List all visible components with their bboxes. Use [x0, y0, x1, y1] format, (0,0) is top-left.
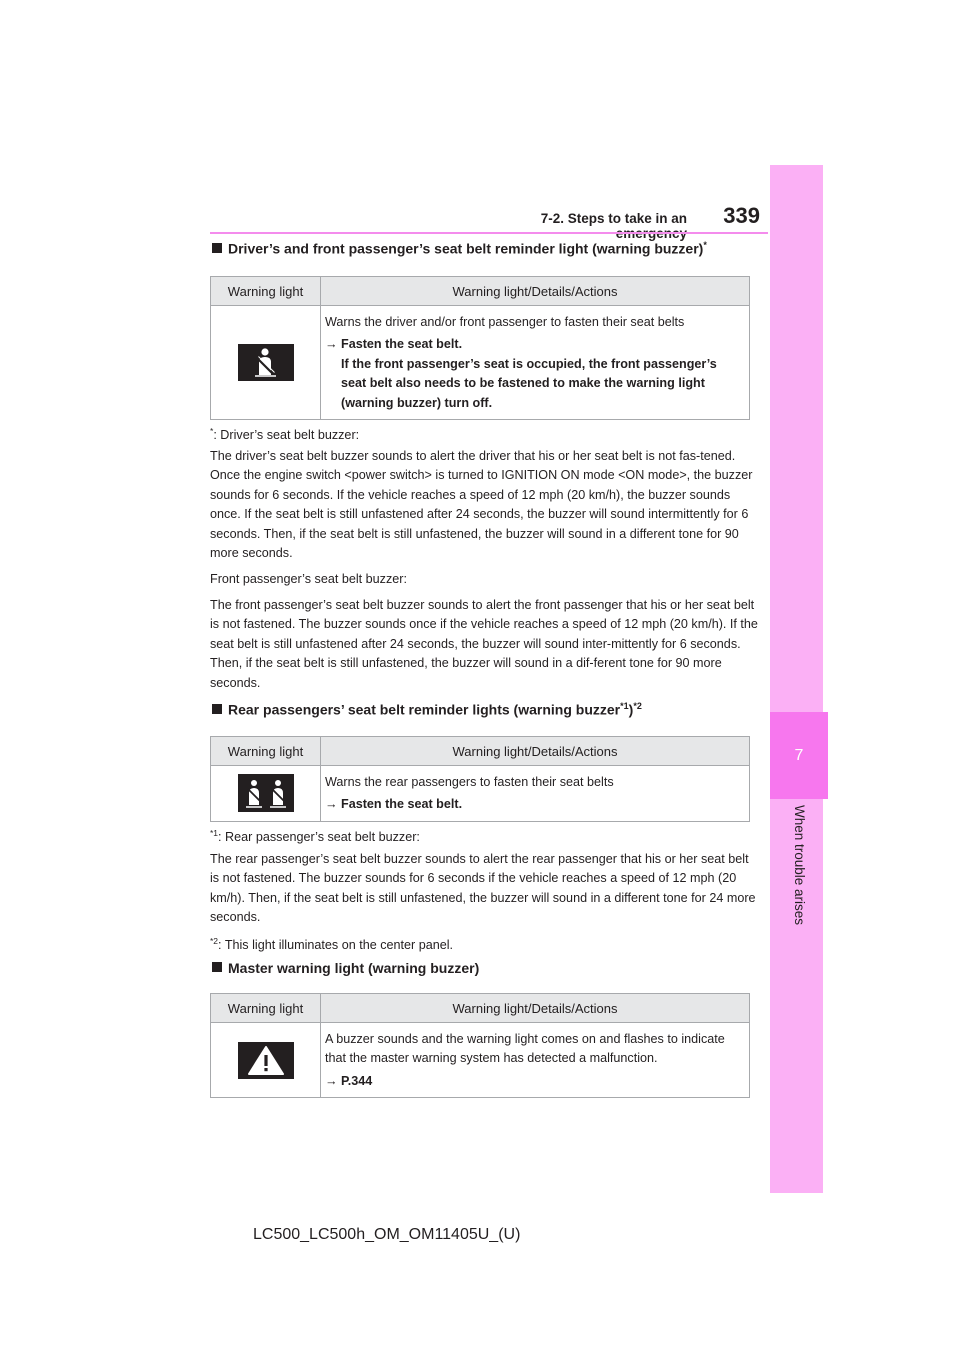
warning-table-master-warning: [210, 993, 750, 1098]
col-header-details: Warning light/Details/Actions: [321, 737, 750, 766]
warning-light-cell: [211, 306, 321, 420]
col-header-warning-light: Warning light: [211, 277, 321, 306]
paragraph-driver-buzzer: The driver’s seat belt buzzer sounds to alert the driver that his or her seat belt is not fas-tened. Once the engine switch <power switch> is turned to IGNITION ON mode <ON mode>, the buzzer sounds for 6 seconds. If the vehicle reaches a speed of 12 mph (20 km/h), the buzzer sounds once. If the seat belt is still unfastened after 24 seconds, the buzzer will sound intermittently for 6 seconds. Then, if the seat belt is still unfastened, the buzzer will sound in a different tone for 90 more seconds.: [210, 449, 753, 561]
warning-light-cell: [211, 1023, 321, 1098]
bullet-square-icon: [212, 962, 222, 972]
chapter-sidebar: [770, 165, 823, 1193]
warning-light-cell: [211, 766, 321, 822]
chapter-label: When trouble arises: [792, 805, 807, 926]
arrow-right-icon: →: [325, 337, 338, 352]
col-header-warning-light: Warning light: [211, 737, 321, 766]
warning-table-front-seat-belt: [210, 276, 750, 420]
warning-detail-cell: Warns the rear passengers to fasten their seat belts → Fasten the seat belt.: [321, 766, 750, 822]
header-divider: [210, 232, 768, 234]
subtitle-front-passenger-buzzer: Front passenger’s seat belt buzzer:: [210, 572, 407, 586]
footnote-driver-buzzer: *: Driver’s seat belt buzzer:: [210, 426, 360, 443]
warning-table-rear-seat-belt: [210, 736, 750, 822]
page-reference-link[interactable]: P.344: [341, 1073, 373, 1088]
col-header-warning-light: Warning light: [211, 994, 321, 1023]
document-code: LC500_LC500h_OM_OM11405U_(U): [253, 1226, 521, 1243]
master-warning-triangle-icon: [238, 1042, 294, 1079]
action-extra-text: If the front passenger’s seat is occupied, the front passenger’s seat belt also needs to be fastened to make the warning light (warning buzzer) turn off.: [341, 356, 717, 410]
col-header-details: Warning light/Details/Actions: [321, 277, 750, 306]
arrow-right-icon: →: [325, 797, 338, 812]
bullet-square-icon: [212, 704, 222, 714]
footnote-rear-buzzer: $^{*1}$: Rear passenger’s seat belt buzzer:: [210, 828, 420, 845]
section-heading-front-seat-belt: Driver’s and front passenger’s seat belt reminder light (warning buzzer)*: [212, 240, 707, 257]
page-number: 339: [723, 203, 760, 228]
action-text: Fasten the seat belt.: [341, 337, 463, 352]
bullet-square-icon: [212, 243, 222, 253]
section-title: 7-2. Steps to take in an: [540, 211, 687, 226]
chapter-number: 7: [794, 746, 804, 764]
warning-detail-cell: Warns the driver and/or front passenger to fasten their seat belts → Fasten the seat belt. If the front passenger’s seat is occupied, the front passenger’s seat belt also needs to be fastened to make the warning light (warning buzzer) turn off.: [321, 306, 750, 420]
footnote-center-panel: $^{*2}$: This light illuminates on the center panel.: [210, 936, 454, 953]
section-heading-rear-seat-belt: Rear passengers’ seat belt reminder lights (warning buzzer$^{*1}$)$^{*2}$: [212, 701, 642, 718]
section-heading-master-warning: Master warning light (warning buzzer): [212, 960, 479, 976]
action-text: Fasten the seat belt.: [341, 797, 463, 812]
warning-detail-cell: A buzzer sounds and the warning light comes on and flashes to indicate that the master warning system has detected a malfunction. → P.344: [321, 1023, 750, 1098]
rear-seat-belt-reminder-icon: [238, 774, 294, 812]
col-header-details: Warning light/Details/Actions: [321, 994, 750, 1023]
arrow-right-icon: →: [325, 1073, 338, 1088]
seat-belt-reminder-icon: [238, 344, 294, 381]
paragraph-front-passenger-buzzer: The front passenger’s seat belt buzzer sounds to alert the front passenger that his or her seat belt is not fastened. The buzzer sounds once if the vehicle reaches a speed of 12 mph (20 km/h). If the seat belt is still unfastened after 24 seconds, the buzzer will sound inter-mittently for 6 seconds. Then, if the seat belt is still unfastened, the buzzer will sound in a dif-ferent tone for 90 more seconds.: [210, 598, 758, 690]
paragraph-rear-buzzer: The rear passenger’s seat belt buzzer sounds to alert the rear passenger that his or her seat belt is not fastened. The buzzer sounds for 6 seconds if the vehicle reaches a speed of 12 mph (20 km/h). Then, if the seat belt is still unfastened, the buzzer will sound in a different tone for 24 more seconds.: [210, 852, 756, 925]
